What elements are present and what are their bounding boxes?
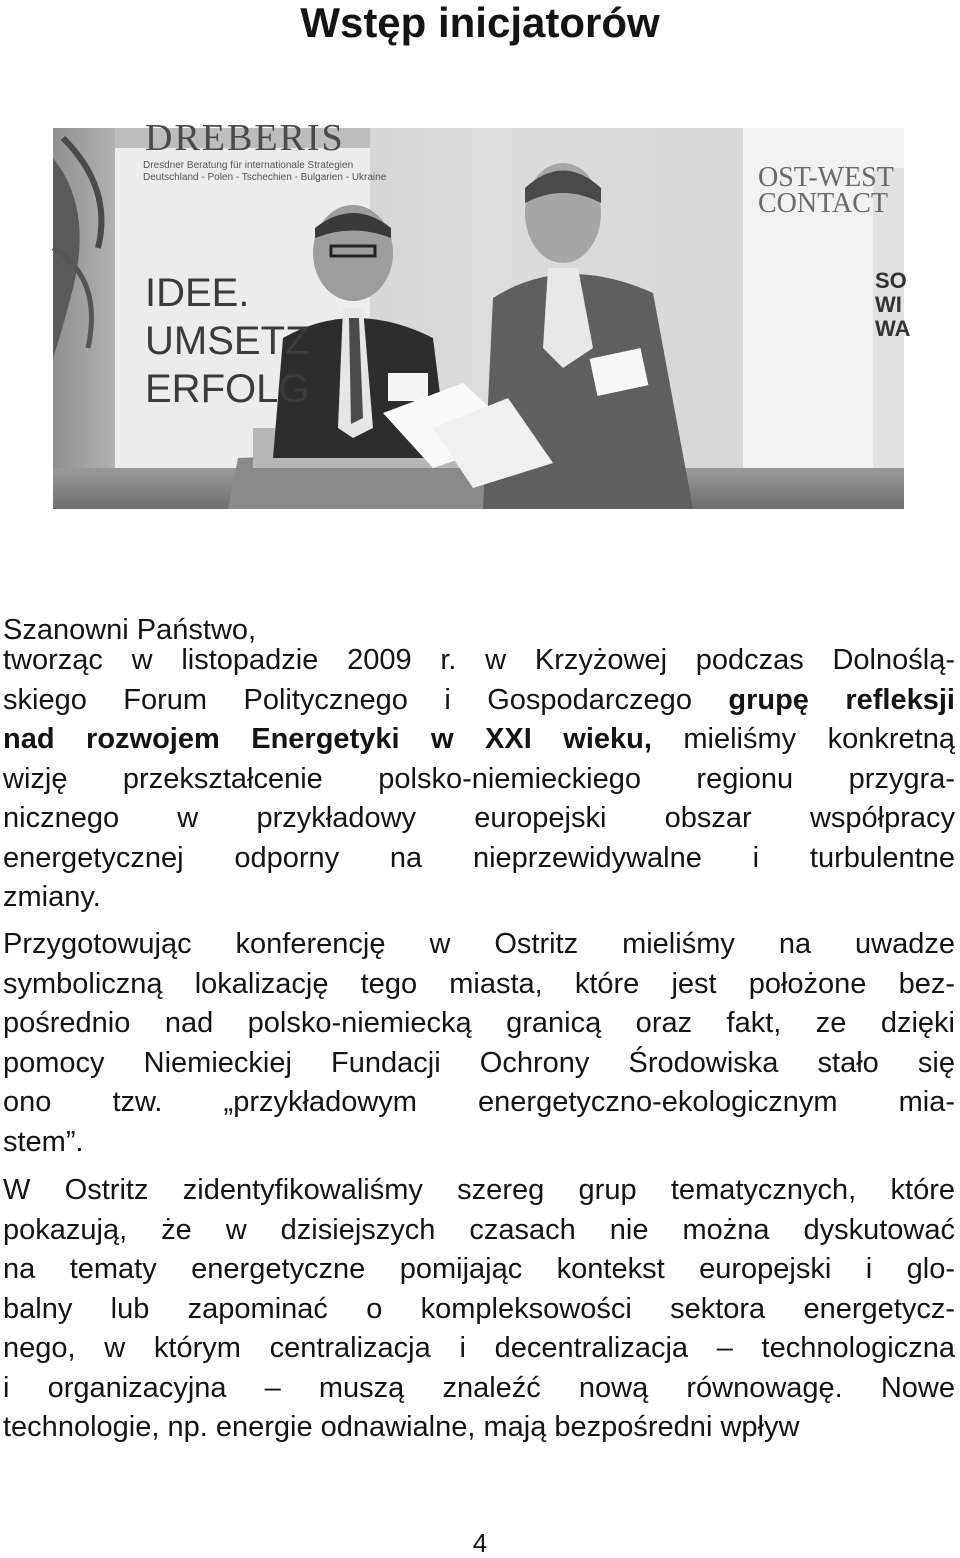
banner-line-2-text: UMSETZ (145, 319, 310, 363)
banner-line-3-text: ERFOLG (145, 367, 310, 411)
paragraph-line: nego, w którym centralizacja i decentralizacja – technologiczna (3, 1332, 955, 1364)
text-run: mieliśmy konkretną (651, 723, 955, 755)
sign-tagline-1-text: Dresdner Beratung für internationale Strategien (143, 160, 354, 171)
paragraph-1 (3, 641, 955, 918)
photo-illustration (53, 117, 911, 509)
right-sign-line-2-text: CONTACT (758, 188, 888, 219)
paragraph-line: balny lub zapominać o kompleksowości sektora energetycz- (3, 1292, 955, 1325)
paragraph-line: na tematy energetyczne pomijając kontekst europejski i glo- (3, 1253, 955, 1285)
photo-two-speakers-at-lectern (53, 117, 911, 509)
greeting: Szanowni Państwo, (3, 614, 257, 646)
paragraph-line: tworząc w listopadzie 2009 r. w Krzyżowej podczas Dolnoślą- (3, 644, 955, 676)
bold-phrase-group-name: grupę refleksji (728, 683, 955, 716)
paragraph-line: pomocy Niemieckiej Fundacji Ochrony Środowiska stało się (3, 1046, 955, 1079)
paragraph-line: technologie, np. energie odnawialne, mają bezpośredni wpływ (3, 1411, 800, 1443)
right-edge-fragment-1-text: SO (875, 268, 907, 293)
sign-company-text: DREBERIS (145, 117, 345, 159)
paragraph-line: symboliczną lokalizację tego miasta, które jest położone bez- (3, 967, 955, 1000)
sign-tagline-2-text: Deutschland - Polen - Tschechien - Bulgarien - Ukraine (143, 172, 387, 183)
text-run: skiego Forum Politycznego i Gospodarczego (3, 683, 729, 716)
paragraph-line: wizję przekształcenie polsko-niemieckiego regionu przygra- (3, 762, 955, 795)
right-edge-fragment-2-text: WI (875, 292, 902, 317)
right-sign-line-1-text: OST-WEST (758, 162, 894, 193)
paragraph-line: W Ostritz zidentyfikowaliśmy szereg grup tematycznych, które (3, 1174, 955, 1206)
page-title: Wstęp inicjatorów (300, 0, 660, 46)
paragraph-line: i organizacyjna – muszą znaleźć nową równowagę. Nowe (3, 1371, 955, 1404)
paragraph-line: pokazują, że w dzisiejszych czasach nie można dyskutować (3, 1213, 955, 1246)
banner-line-1-text: IDEE. (145, 271, 250, 315)
page-number: 4 (472, 1528, 488, 1558)
paragraph-3 (3, 1171, 955, 1448)
right-edge-fragment-3-text: WA (875, 316, 911, 341)
paragraph-line: zmiany. (3, 881, 101, 913)
paragraph-line: ono tzw. „przykładowym energetyczno-ekologicznym mia- (3, 1086, 955, 1118)
paragraph-line (3, 681, 955, 721)
bold-phrase-group-name-continued: nad rozwojem Energetyki w XXI wieku, (3, 723, 652, 755)
paragraph-2 (3, 925, 955, 1162)
paragraph-line: energetycznej odporny na nieprzewidywalne i turbulentne (3, 841, 955, 874)
paragraph-line (3, 720, 955, 760)
paragraph-line: pośrednio nad polsko-niemiecką granicą oraz fakt, ze dzięki (3, 1007, 955, 1039)
paragraph-line: nicznego w przykładowy europejski obszar współpracy (3, 802, 955, 834)
paragraph-line: stem”. (3, 1125, 84, 1158)
paragraph-line: Przygotowując konferencję w Ostritz mieliśmy na uwadze (3, 928, 955, 960)
